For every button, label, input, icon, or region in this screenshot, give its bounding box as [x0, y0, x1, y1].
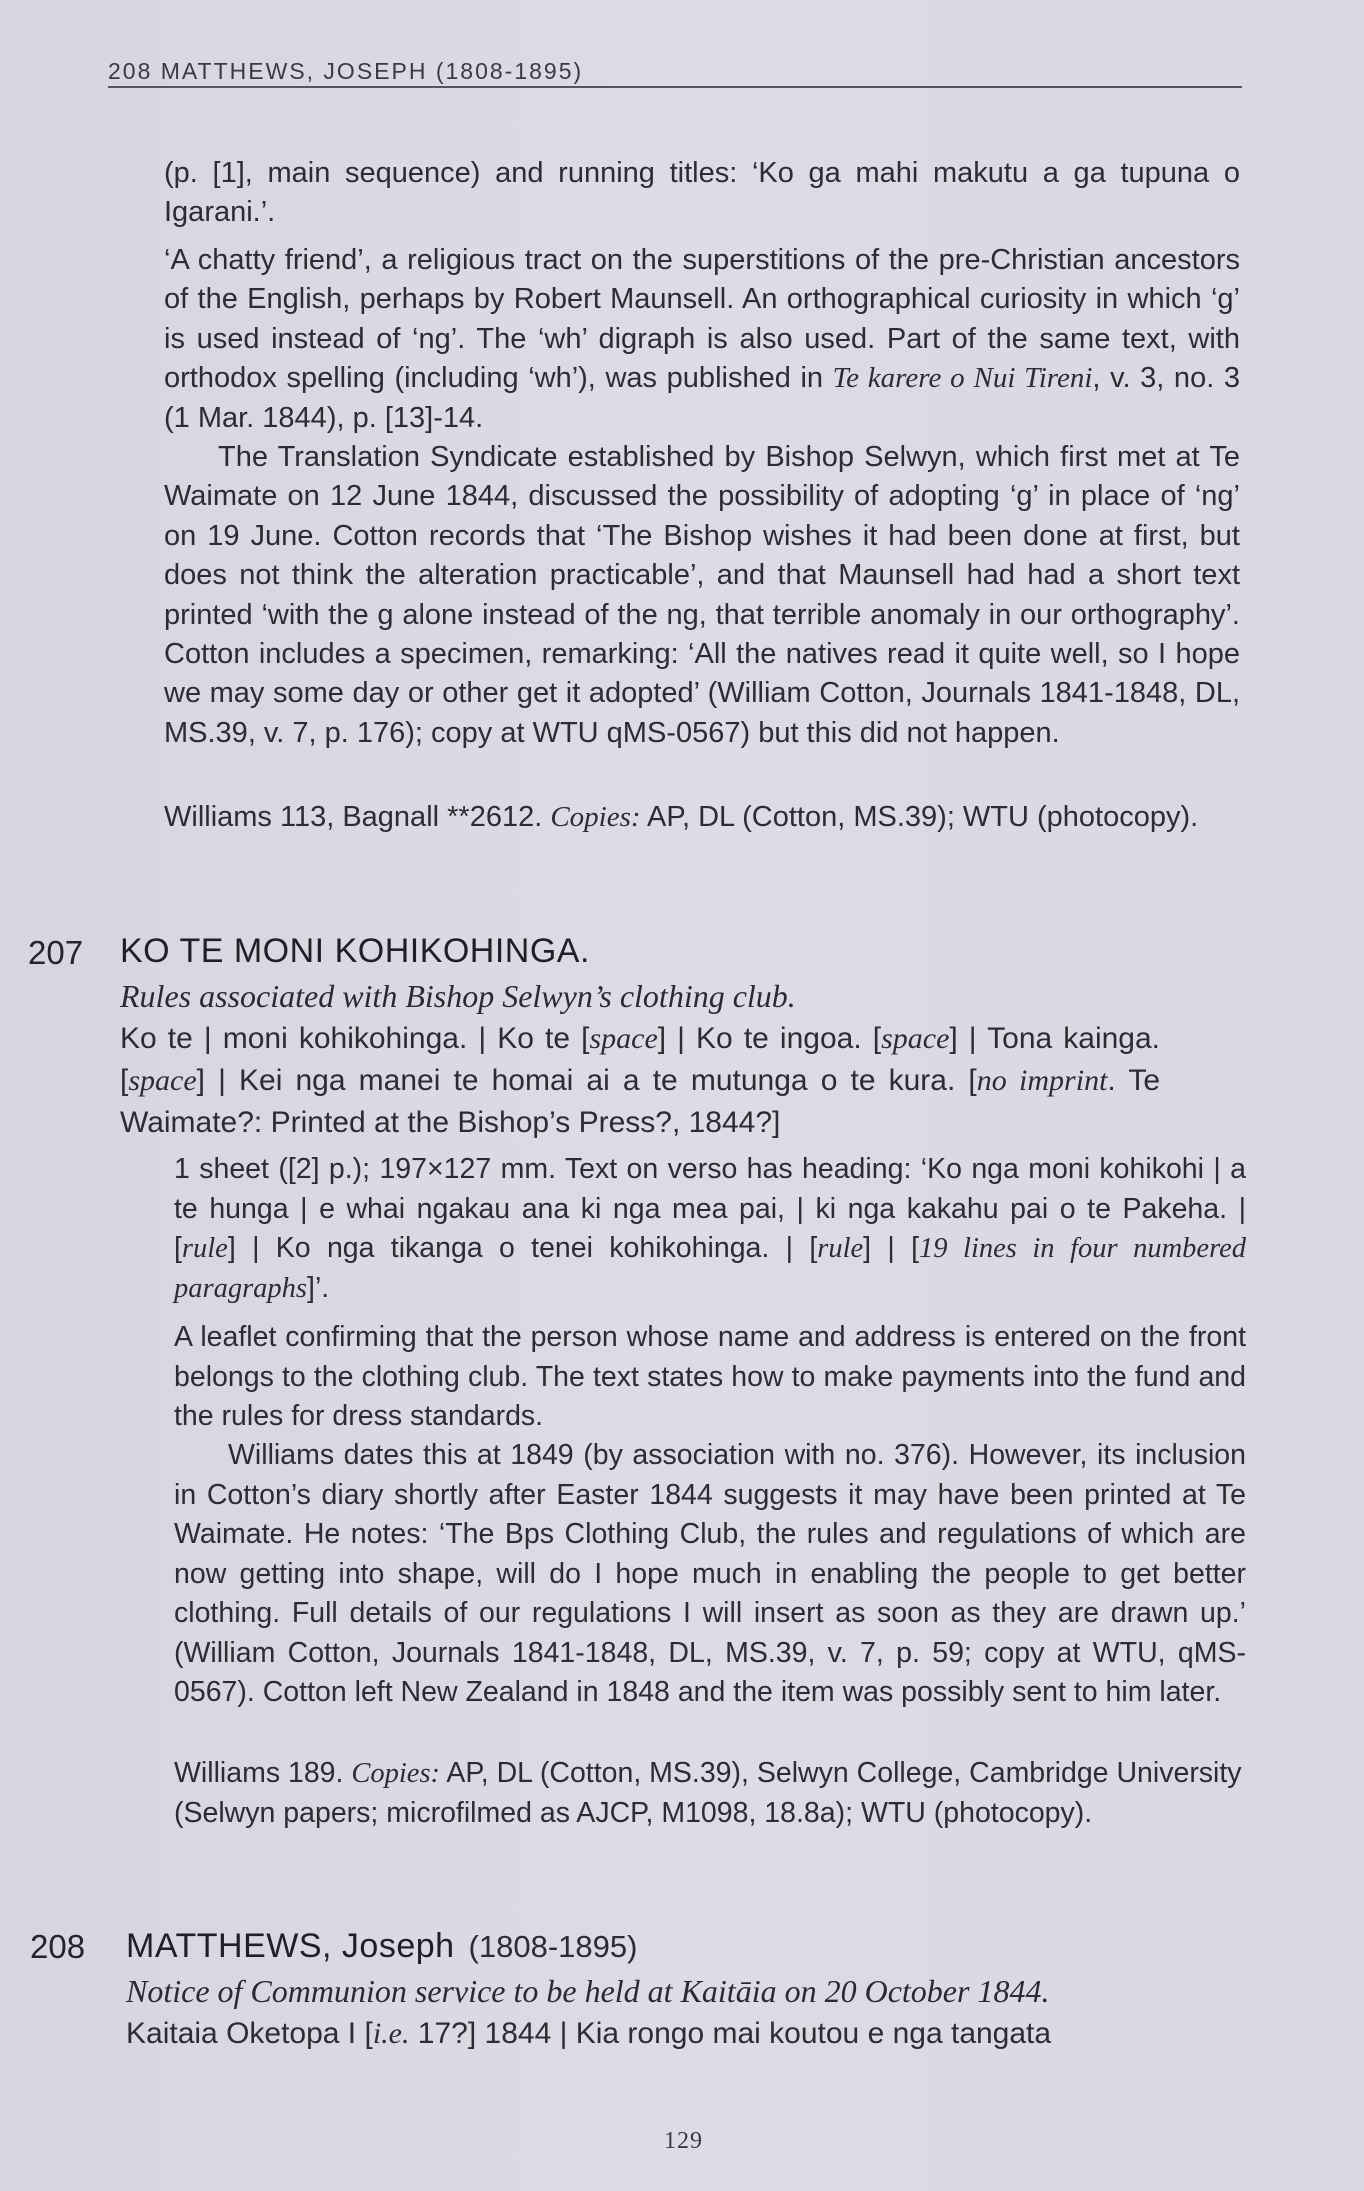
- entry207-tp-part: ] | Kei nga manei te homai ai a te mutunga o te kura. [: [196, 1064, 977, 1097]
- entry207-collation-part: ] | [: [863, 1232, 920, 1264]
- entry206-collation-end: (p. [1], main sequence) and running titles: ‘Ko ga mahi makutu a ga tupuna o Igarani.’.: [164, 157, 1240, 229]
- entry206-periodical-title: Te karere o Nui Tireni: [832, 362, 1093, 395]
- entry208-dates: (1808-1895): [468, 1929, 638, 1964]
- entry206-refs-lead: Williams 113, Bagnall **2612.: [164, 801, 551, 833]
- entry206-refs-tail: AP, DL (Cotton, MS.39); WTU (photocopy).: [640, 801, 1199, 833]
- entry207-title: KO TE MONI KOHIKOHINGA.: [120, 932, 590, 970]
- entry207-tp-space: space: [128, 1064, 197, 1097]
- entry208-tp-part: Kaitaia Oketopa I [: [126, 2017, 373, 2050]
- header-rule: [108, 86, 1242, 88]
- entry208-description: Notice of Communion service to be held at Kaitāia on 20 October 1844.: [126, 1973, 1050, 2009]
- entry208-title: MATTHEWS, Joseph: [126, 1927, 455, 1965]
- entry207-annotation-2: Williams dates this at 1849 (by association with no. 376). However, its inclusion in Cotton’s diary shortly after Easter 1844 suggests it may have been printed at Te Waimate. He notes: ‘The Bps Clothing Club, the rules and regulations of which are now getting into shape, will do I hope much in enabling the people to get better clothing. Full details of our regulations I will insert as soon as they are drawn up.’ (William Cotton, Journals 1841-1848, DL, MS.39, v. 7, p. 59; copy at WTU, qMS-0567). Cotton left New Zealand in 1848 and the item was possibly sent to him later.: [174, 1439, 1246, 1708]
- entry207-collation-rule: rule: [181, 1233, 228, 1264]
- entry206-annotation-1-tail: , v. 3, no. 3 (1 Mar. 1844), p. [13]-14.: [164, 362, 1240, 434]
- entry207-description: Rules associated with Bishop Selwyn’s clothing club.: [120, 978, 796, 1014]
- entry207-tp-part: ] | Tona kainga. [: [120, 1022, 1160, 1097]
- entry206-references: [164, 798, 1240, 837]
- entry207-number: 207: [28, 934, 84, 971]
- entry207-annotation-1: A leaflet confirming that the person whose name and address is entered on the front belongs to the clothing club. The text states how to make payments into the fund and the rules for dress standards.: [174, 1321, 1246, 1432]
- entry208-tp-ie: i.e.: [372, 2017, 410, 2050]
- entry207-collation-part: ]’.: [307, 1271, 330, 1304]
- running-head: 208 MATTHEWS, JOSEPH (1808-1895): [108, 58, 584, 84]
- entry207-tp-imprint: . Te Waimate?: Printed at the Bishop’s Press?, 1844?]: [120, 1064, 1160, 1139]
- entry207-title-page: [120, 1018, 1160, 1144]
- entry208-tp-part: 17?] 1844 | Kia rongo mai koutou e nga tangata: [409, 2017, 1052, 2050]
- entry208-number: 208: [30, 1928, 86, 1965]
- entry207-collation-rule: rule: [817, 1233, 864, 1264]
- entry208-title-page: [126, 2013, 1246, 2055]
- entry207-tp-part: ] | Ko te ingoa. [: [657, 1022, 882, 1055]
- page-number: 129: [664, 2128, 703, 2154]
- entry207-tp-space: space: [881, 1022, 950, 1055]
- entry207-tp-space: space: [589, 1022, 658, 1055]
- entry207-references: [174, 1754, 1246, 1833]
- entry207-collation: [174, 1150, 1246, 1308]
- entry207-tp-part: Ko te | moni kohikohinga. | Ko te [: [120, 1022, 590, 1055]
- entry208-heading: [126, 1927, 637, 1966]
- entry207-copies-label: Copies:: [351, 1758, 441, 1789]
- entry207-collation-part: ] | Ko nga tikanga o tenei kohikohinga. | [: [227, 1232, 818, 1264]
- entry206-annotation-1: [164, 241, 1240, 438]
- entry207-collation-lines: 19 lines in four numbered paragraphs: [174, 1233, 1247, 1304]
- entry206-annotation-1-text: ‘A chatty friend’, a religious tract on the superstitions of the pre-Christian ancestors of the English, perhaps by Robert Maunsell. An orthographical curiosity in which ‘g’ is used instead of ‘ng’. The ‘wh’ digraph is also used. Part of the same text, with orthodox spelling (including ‘wh’), was published in: [164, 244, 1240, 395]
- entry207-collation-part: 1 sheet ([2] p.); 197×127 mm. Text on verso has heading: ‘Ko nga moni kohikohi | a te hunga | e whai ngakau ana ki nga mea pai, | ki nga kakahu pai o te Pakeha. | [: [174, 1153, 1246, 1264]
- entry206-copies-label: Copies:: [550, 801, 641, 833]
- entry206-annotation-2: The Translation Syndicate established by Bishop Selwyn, which first met at Te Waimate on 12 June 1844, discussed the possibility of adopting ‘g’ in place of ‘ng’ on 19 June. Cotton records that ‘The Bishop wishes it had been done at first, but does not think the alteration practicable’, and that Maunsell had had a short text printed ‘with the g alone instead of the ng, that terrible anomaly in our orthography’. Cotton includes a specimen, remarking: ‘All the natives read it quite well, so I hope we may some day or other get it adopted’ (William Cotton, Journals 1841-1848, DL, MS.39, v. 7, p. 176); copy at WTU qMS-0567) but this did not happen.: [164, 441, 1240, 749]
- entry207-tp-no-imprint: no imprint: [976, 1064, 1108, 1097]
- entry207-refs-lead: Williams 189.: [174, 1757, 352, 1789]
- entry207-refs-tail: AP, DL (Cotton, MS.39), Selwyn College, Cambridge University (Selwyn papers; microfilmed as AJCP, M1098, 18.8a); WTU (photocopy).: [174, 1757, 1242, 1829]
